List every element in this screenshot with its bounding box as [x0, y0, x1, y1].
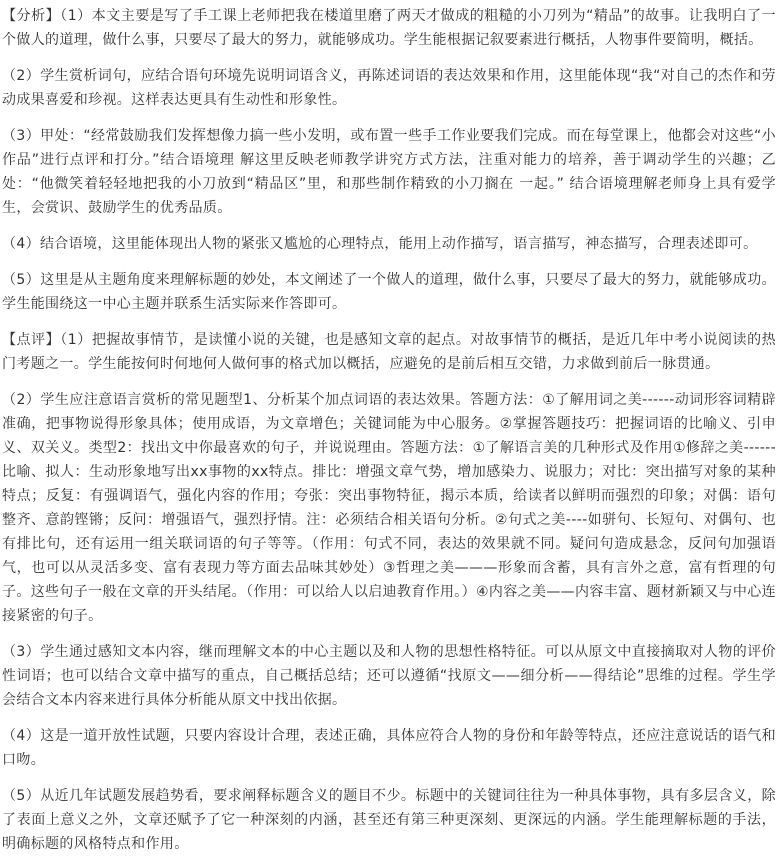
comment-paragraph-1: 【点评】（1）把握故事情节，是读懂小说的关键，也是感知文章的起点。对故事情节的概括，是近几年中考小说阅读的热门考题之一。学生能按何时何地何人做何事的格式加以概括，应避免的是前后相互交错，力求做到前后一脉贯通。 [2, 332, 776, 372]
comment-paragraph-4: （4）这是一道开放性试题，只要内容设计合理，表述正确，具体应符合人物的身份和年龄等特点，还应注意说话的语气和口吻。 [2, 728, 776, 768]
analysis-paragraph-1: 【分析】（1）本文主要是写了手工课上老师把我在楼道里磨了两天才做成的粗糙的小刀列为“精品”的故事。让我明白了一个做人的道理，做什么事，只要尽了最大的努力，就能够成功。学生能根据记叙要素进行概括，人物事件要简明，概括。 [2, 8, 776, 48]
analysis-paragraph-4: （4）结合语境，这里能体现出人物的紧张又尴尬的心理特点，能用上动作描写，语言描写，神态描写，合理表述即可。 [2, 236, 758, 252]
analysis-paragraph-2: （2）学生赏析词句，应结合语句环境先说明词语含义，再陈述词语的表达效果和作用，这里能体现“我“对自己的杰作和劳动成果喜爱和珍视。这样表达更具有生动性和形象性。 [2, 68, 776, 108]
comment-paragraph-5: （5）从近几年试题发展趋势看，要求阐释标题含义的题目不少。标题中的关键词往往为一种具体事物，具有多层含义，除了表面上意义之外，文章还赋予了它一种深刻的内涵，甚至还有第三种更深刻、更深远的内涵。学生能理解标题的手法，明确标题的风格特点和作用。 [2, 788, 776, 852]
comment-paragraph-2: （2）学生应注意语言赏析的常见题型1、分析某个加点词语的表达效果。答题方法：①了解用词之美------动词形容词精辟准确，把事物说得形象具体；使用成语，为文章增色；关键词能为中心服务。②掌握答题技巧：把握词语的比喻义、引申义、双关义。类型2：找出文中你最喜欢的句子，并说说理由。答题方法：①了解语言美的几种形式及作用①修辞之美------比喻、拟人：生动形象地写出xx事物的xx特点。排比：增强文章气势，增加感染力、说服力；对比：突出描写对象的某种特点；反复：有强调语气，强化内容的作用；夸张：突出事物特征，揭示本质，给读者以鲜明而强烈的印象；对偶：语句整齐、意韵铿锵；反问：增强语气，强烈抒情。注：必须结合相关语句分析。②句式之美----如骈句、长短句、对偶句、也有排比句，还有运用一组关联词语的句子等等。（作用：句式不同，表达的效果就不同。疑问句造成悬念，反问句加强语气，也可以从灵活多变、富有表现力等方面去品味其妙处）③哲理之美———形象而含蓄，具有言外之意，富有哲理的句子。这些句子一般在文章的开头结尾。（作用：可以给人以启迪教育作用。）④内容之美——内容丰富、题材新颖又与中心连接紧密的句子。 [2, 392, 776, 624]
analysis-paragraph-3: （3）甲处：“经常鼓励我们发挥想像力搞一些小发明，或布置一些手工作业要我们完成。而在每堂课上，他都会对这些“小作品”进行点评和打分。”结合语境理 解这里反映老师教学讲究方式方法，注重对能力的培养，善于调动学生的兴趣；乙处：“他微笑着轻轻地把我的小刀放到“精品区”里，和那些制作精致的小刀搁在 一起。” 结合语境理解老师身上具有爱学生，会赏识、鼓励学生的优秀品质。 [2, 128, 776, 216]
comment-paragraph-3: （3）学生通过感知文本内容，继而理解文本的中心主题以及和人物的思想性格特征。可以从原文中直接摘取对人物的评价性词语；也可以结合文章中描写的重点，自己概括总结；还可以遵循“找原文——细分析——得结论”思维的过程。学生学会结合文本内容来进行具体分析能从原文中找出依据。 [2, 644, 776, 708]
analysis-paragraph-5: （5）这里是从主题角度来理解标题的妙处，本文阐述了一个做人的道理，做什么事，只要尽了最大的努力，就能够成功。学生能围绕这一中心主题并联系生活实际来作答即可。 [2, 272, 776, 312]
